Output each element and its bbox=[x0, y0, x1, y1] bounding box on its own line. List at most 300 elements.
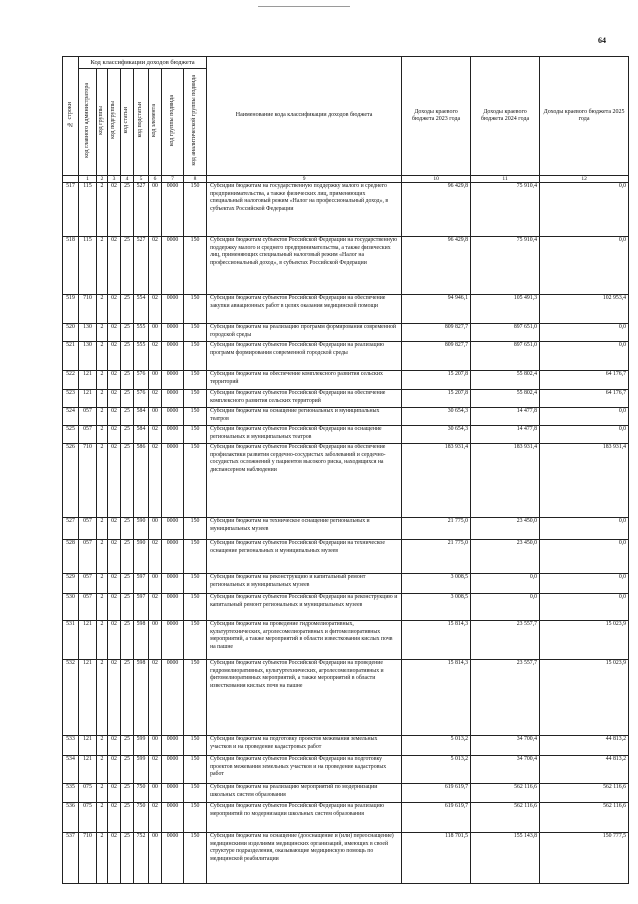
revenue-name: Субсидии бюджетам на оснащение региональных и муниципальных театров bbox=[207, 408, 402, 426]
code-subarticle: 599 bbox=[134, 756, 149, 784]
revenue-2023: 96 429,8 bbox=[402, 183, 471, 237]
code-subgroup: 02 bbox=[108, 784, 121, 803]
code-admin: 121 bbox=[79, 660, 97, 736]
code-subgroup: 02 bbox=[108, 574, 121, 594]
code-subgroup: 02 bbox=[108, 736, 121, 756]
column-number: 2 bbox=[97, 176, 108, 183]
code-group: 2 bbox=[97, 756, 108, 784]
code-subtype-group: 0000 bbox=[162, 444, 184, 518]
code-subarticle: 599 bbox=[134, 736, 149, 756]
code-subtype-group: 0000 bbox=[162, 660, 184, 736]
revenue-2023: 30 654,3 bbox=[402, 426, 471, 444]
revenue-2025: 44 813,2 bbox=[540, 736, 629, 756]
code-article: 25 bbox=[121, 621, 134, 660]
revenue-name: Субсидии бюджетам субъектов Российской Федерации на реализацию программ формирования современной городской среды bbox=[207, 342, 402, 371]
revenue-2023: 30 654,3 bbox=[402, 408, 471, 426]
page-number: 64 bbox=[598, 36, 606, 45]
code-subarticle: 527 bbox=[134, 183, 149, 237]
scan-artifact-line bbox=[258, 6, 350, 7]
code-admin: 057 bbox=[79, 594, 97, 621]
code-subtype-group: 0000 bbox=[162, 183, 184, 237]
code-subarticle: 586 bbox=[134, 444, 149, 518]
row-number: 518 bbox=[63, 237, 79, 295]
code-admin: 057 bbox=[79, 518, 97, 540]
code-element: 00 bbox=[149, 183, 162, 237]
code-element: 02 bbox=[149, 594, 162, 621]
revenue-2024: 23 557,7 bbox=[471, 660, 540, 736]
revenue-2024: 0,0 bbox=[471, 574, 540, 594]
code-subtype-group: 0000 bbox=[162, 371, 184, 390]
revenue-2024: 183 931,4 bbox=[471, 444, 540, 518]
revenue-2023: 15 814,3 bbox=[402, 621, 471, 660]
code-group: 2 bbox=[97, 390, 108, 408]
code-article: 25 bbox=[121, 784, 134, 803]
revenue-table bbox=[62, 56, 629, 884]
revenue-2024: 23 450,0 bbox=[471, 540, 540, 574]
row-number: 530 bbox=[63, 594, 79, 621]
code-article: 25 bbox=[121, 444, 134, 518]
code-subarticle: 750 bbox=[134, 784, 149, 803]
revenue-2024: 55 802,4 bbox=[471, 390, 540, 408]
code-group: 2 bbox=[97, 540, 108, 574]
code-analytic-group: 150 bbox=[184, 621, 207, 660]
header-code-subgroup: код подгруппы bbox=[108, 69, 121, 176]
code-group: 2 bbox=[97, 594, 108, 621]
header-row-number: № строки bbox=[63, 57, 79, 176]
code-analytic-group: 150 bbox=[184, 574, 207, 594]
table-body bbox=[63, 183, 629, 884]
revenue-name: Субсидии бюджетам субъектов Российской Федерации на реализацию мероприятий по модернизации школьных систем образования bbox=[207, 803, 402, 833]
table-row bbox=[63, 660, 629, 736]
revenue-name: Субсидии бюджетам на подготовку проектов межевания земельных участков и на проведение кадастровых работ bbox=[207, 736, 402, 756]
revenue-2023: 5 013,2 bbox=[402, 756, 471, 784]
revenue-2025: 0,0 bbox=[540, 426, 629, 444]
code-article: 25 bbox=[121, 342, 134, 371]
table-row bbox=[63, 518, 629, 540]
revenue-2025: 0,0 bbox=[540, 518, 629, 540]
code-admin: 121 bbox=[79, 390, 97, 408]
revenue-2024: 23 557,7 bbox=[471, 621, 540, 660]
code-article: 25 bbox=[121, 371, 134, 390]
revenue-2025: 0,0 bbox=[540, 342, 629, 371]
table-row bbox=[63, 540, 629, 574]
code-group: 2 bbox=[97, 444, 108, 518]
code-group: 2 bbox=[97, 237, 108, 295]
table-row bbox=[63, 803, 629, 833]
code-subarticle: 598 bbox=[134, 621, 149, 660]
code-group: 2 bbox=[97, 408, 108, 426]
column-number: 5 bbox=[134, 176, 149, 183]
revenue-2023: 118 701,5 bbox=[402, 833, 471, 884]
code-element: 00 bbox=[149, 518, 162, 540]
code-analytic-group: 150 bbox=[184, 444, 207, 518]
column-number: 1 bbox=[79, 176, 97, 183]
revenue-name: Субсидии бюджетам субъектов Российской Федерации на подготовку проектов межевания земельных участков и на проведение кадастровых работ bbox=[207, 756, 402, 784]
row-number: 535 bbox=[63, 784, 79, 803]
code-analytic-group: 150 bbox=[184, 390, 207, 408]
revenue-2023: 5 013,2 bbox=[402, 736, 471, 756]
revenue-name: Субсидии бюджетам субъектов Российской Федерации на государственную поддержку малого и среднего предпринимательства, а также физических лиц, применяющих специальный налоговый режим «Налог на профессиональный доход», в субъектах Российской Федерации bbox=[207, 237, 402, 295]
code-subtype-group: 0000 bbox=[162, 756, 184, 784]
code-admin: 121 bbox=[79, 736, 97, 756]
code-subgroup: 02 bbox=[108, 390, 121, 408]
code-group: 2 bbox=[97, 574, 108, 594]
code-analytic-group: 150 bbox=[184, 736, 207, 756]
header-code-admin: код главного администратора bbox=[79, 69, 97, 176]
code-admin: 057 bbox=[79, 574, 97, 594]
revenue-2024: 75 910,4 bbox=[471, 183, 540, 237]
table-row bbox=[63, 594, 629, 621]
code-subgroup: 02 bbox=[108, 444, 121, 518]
code-subgroup: 02 bbox=[108, 518, 121, 540]
code-subtype-group: 0000 bbox=[162, 540, 184, 574]
row-number: 525 bbox=[63, 426, 79, 444]
code-analytic-group: 150 bbox=[184, 237, 207, 295]
code-analytic-group: 150 bbox=[184, 660, 207, 736]
header-code-subtype-group: код группы подвида bbox=[162, 69, 184, 176]
code-subarticle: 527 bbox=[134, 237, 149, 295]
code-article: 25 bbox=[121, 833, 134, 884]
code-subtype-group: 0000 bbox=[162, 574, 184, 594]
revenue-2024: 897 651,0 bbox=[471, 342, 540, 371]
revenue-2023: 809 827,7 bbox=[402, 324, 471, 342]
code-group: 2 bbox=[97, 324, 108, 342]
code-article: 25 bbox=[121, 518, 134, 540]
code-subtype-group: 0000 bbox=[162, 518, 184, 540]
header-code-element: код элемента bbox=[149, 69, 162, 176]
code-element: 00 bbox=[149, 371, 162, 390]
revenue-2023: 15 207,8 bbox=[402, 390, 471, 408]
code-analytic-group: 150 bbox=[184, 784, 207, 803]
revenue-2023: 96 429,8 bbox=[402, 237, 471, 295]
revenue-name: Субсидии бюджетам на реализацию мероприятий по модернизации школьных систем образования bbox=[207, 784, 402, 803]
revenue-2023: 619 619,7 bbox=[402, 803, 471, 833]
code-subarticle: 598 bbox=[134, 660, 149, 736]
code-analytic-group: 150 bbox=[184, 408, 207, 426]
code-element: 02 bbox=[149, 444, 162, 518]
code-element: 00 bbox=[149, 324, 162, 342]
revenue-name: Субсидии бюджетам на техническое оснащение региональных и муниципальных музеев bbox=[207, 518, 402, 540]
code-admin: 057 bbox=[79, 540, 97, 574]
revenue-2025: 0,0 bbox=[540, 237, 629, 295]
code-group: 2 bbox=[97, 784, 108, 803]
code-subarticle: 597 bbox=[134, 574, 149, 594]
code-element: 02 bbox=[149, 660, 162, 736]
revenue-name: Субсидии бюджетам субъектов Российской Федерации на обеспечение профилактики развития сердечно-сосудистых заболеваний и сердечно-сосудистых осложнений у пациентов высокого риска, находящихся на диспансерном наблюдении bbox=[207, 444, 402, 518]
header-revenue-2024: Доходы краевого бюджета 2024 года bbox=[471, 57, 540, 176]
code-admin: 057 bbox=[79, 426, 97, 444]
revenue-name: Субсидии бюджетам на обеспечение комплексного развития сельских территорий bbox=[207, 371, 402, 390]
code-admin: 121 bbox=[79, 756, 97, 784]
code-subgroup: 02 bbox=[108, 408, 121, 426]
code-group: 2 bbox=[97, 342, 108, 371]
code-analytic-group: 150 bbox=[184, 540, 207, 574]
code-group: 2 bbox=[97, 833, 108, 884]
column-number: 11 bbox=[471, 176, 540, 183]
code-admin: 115 bbox=[79, 237, 97, 295]
code-admin: 130 bbox=[79, 324, 97, 342]
header-name: Наименование кода классификации доходов бюджета bbox=[207, 57, 402, 176]
code-analytic-group: 150 bbox=[184, 183, 207, 237]
code-analytic-group: 150 bbox=[184, 594, 207, 621]
code-subarticle: 554 bbox=[134, 295, 149, 324]
revenue-2024: 55 802,4 bbox=[471, 371, 540, 390]
header-code-group: Код классификации доходов бюджета bbox=[79, 57, 207, 69]
revenue-2025: 562 116,6 bbox=[540, 803, 629, 833]
code-subtype-group: 0000 bbox=[162, 833, 184, 884]
code-subtype-group: 0000 bbox=[162, 736, 184, 756]
code-element: 02 bbox=[149, 426, 162, 444]
revenue-2023: 3 008,5 bbox=[402, 574, 471, 594]
code-subtype-group: 0000 bbox=[162, 342, 184, 371]
code-element: 00 bbox=[149, 833, 162, 884]
table-row bbox=[63, 342, 629, 371]
row-number: 517 bbox=[63, 183, 79, 237]
revenue-2025: 0,0 bbox=[540, 594, 629, 621]
column-number: 3 bbox=[108, 176, 121, 183]
code-subgroup: 02 bbox=[108, 426, 121, 444]
revenue-name: Субсидии бюджетам субъектов Российской Федерации на обеспечение комплексного развития сельских территорий bbox=[207, 390, 402, 408]
revenue-name: Субсидии бюджетам на государственную поддержку малого и среднего предпринимательства, а также физических лиц, применяющих специальный налоговый режим «Налог на профессиональный доход», в субъектах Российской Федерации bbox=[207, 183, 402, 237]
revenue-2023: 21 775,0 bbox=[402, 540, 471, 574]
revenue-2023: 15 207,8 bbox=[402, 371, 471, 390]
code-subtype-group: 0000 bbox=[162, 784, 184, 803]
column-number: 6 bbox=[149, 176, 162, 183]
revenue-2024: 75 910,4 bbox=[471, 237, 540, 295]
code-subarticle: 555 bbox=[134, 342, 149, 371]
row-number: 532 bbox=[63, 660, 79, 736]
code-admin: 130 bbox=[79, 342, 97, 371]
code-subgroup: 02 bbox=[108, 295, 121, 324]
code-group: 2 bbox=[97, 736, 108, 756]
code-element: 02 bbox=[149, 295, 162, 324]
revenue-2024: 34 700,4 bbox=[471, 756, 540, 784]
table-row bbox=[63, 390, 629, 408]
table-row bbox=[63, 784, 629, 803]
code-article: 25 bbox=[121, 540, 134, 574]
code-group: 2 bbox=[97, 183, 108, 237]
header-code-group-col: код группы bbox=[97, 69, 108, 176]
code-subgroup: 02 bbox=[108, 803, 121, 833]
row-number: 537 bbox=[63, 833, 79, 884]
table-row bbox=[63, 183, 629, 237]
row-number: 533 bbox=[63, 736, 79, 756]
row-number: 531 bbox=[63, 621, 79, 660]
code-group: 2 bbox=[97, 426, 108, 444]
table-row bbox=[63, 756, 629, 784]
code-subtype-group: 0000 bbox=[162, 803, 184, 833]
code-article: 25 bbox=[121, 183, 134, 237]
revenue-2025: 64 176,7 bbox=[540, 390, 629, 408]
code-article: 25 bbox=[121, 574, 134, 594]
code-subgroup: 02 bbox=[108, 660, 121, 736]
revenue-name: Субсидии бюджетам субъектов Российской Федерации на техническое оснащение региональных и муниципальных музеев bbox=[207, 540, 402, 574]
revenue-2024: 14 477,8 bbox=[471, 426, 540, 444]
revenue-2025: 0,0 bbox=[540, 324, 629, 342]
code-article: 25 bbox=[121, 237, 134, 295]
column-number: 7 bbox=[162, 176, 184, 183]
row-number: 524 bbox=[63, 408, 79, 426]
code-group: 2 bbox=[97, 803, 108, 833]
header-revenue-2023: Доходы краевого бюджета 2023 года bbox=[402, 57, 471, 176]
code-admin: 710 bbox=[79, 295, 97, 324]
code-element: 00 bbox=[149, 574, 162, 594]
code-article: 25 bbox=[121, 660, 134, 736]
code-subgroup: 02 bbox=[108, 183, 121, 237]
code-subarticle: 590 bbox=[134, 518, 149, 540]
revenue-name: Субсидии бюджетам субъектов Российской Федерации на реконструкцию и капитальный ремонт региональных и муниципальных музеев bbox=[207, 594, 402, 621]
code-analytic-group: 150 bbox=[184, 324, 207, 342]
table-row bbox=[63, 371, 629, 390]
revenue-2025: 562 116,6 bbox=[540, 784, 629, 803]
revenue-name: Субсидии бюджетам на реконструкцию и капитальный ремонт региональных и муниципальных музеев bbox=[207, 574, 402, 594]
code-subgroup: 02 bbox=[108, 540, 121, 574]
revenue-2025: 0,0 bbox=[540, 408, 629, 426]
code-subgroup: 02 bbox=[108, 342, 121, 371]
code-element: 00 bbox=[149, 784, 162, 803]
code-subarticle: 597 bbox=[134, 594, 149, 621]
code-article: 25 bbox=[121, 390, 134, 408]
revenue-2024: 34 700,4 bbox=[471, 736, 540, 756]
code-subgroup: 02 bbox=[108, 833, 121, 884]
table-row bbox=[63, 295, 629, 324]
column-number: 4 bbox=[121, 176, 134, 183]
row-number: 521 bbox=[63, 342, 79, 371]
column-number: 10 bbox=[402, 176, 471, 183]
code-subgroup: 02 bbox=[108, 237, 121, 295]
row-number: 529 bbox=[63, 574, 79, 594]
code-analytic-group: 150 bbox=[184, 833, 207, 884]
revenue-2023: 809 827,7 bbox=[402, 342, 471, 371]
revenue-2024: 23 450,0 bbox=[471, 518, 540, 540]
code-analytic-group: 150 bbox=[184, 371, 207, 390]
row-number: 528 bbox=[63, 540, 79, 574]
revenue-name: Субсидии бюджетам на проведение гидромелиоративных, культуртехнических, агролесомелиоративных и фитомелиоративных мероприятий, а также мероприятий в области известкования кислых почв на пашне bbox=[207, 621, 402, 660]
code-group: 2 bbox=[97, 295, 108, 324]
code-subgroup: 02 bbox=[108, 371, 121, 390]
table-row bbox=[63, 237, 629, 295]
table-row bbox=[63, 833, 629, 884]
code-admin: 075 bbox=[79, 784, 97, 803]
code-admin: 075 bbox=[79, 803, 97, 833]
code-element: 02 bbox=[149, 803, 162, 833]
row-number: 520 bbox=[63, 324, 79, 342]
row-number: 523 bbox=[63, 390, 79, 408]
code-subarticle: 584 bbox=[134, 408, 149, 426]
revenue-2025: 0,0 bbox=[540, 183, 629, 237]
table-row bbox=[63, 574, 629, 594]
code-article: 25 bbox=[121, 324, 134, 342]
revenue-2025: 0,0 bbox=[540, 574, 629, 594]
code-subtype-group: 0000 bbox=[162, 237, 184, 295]
code-article: 25 bbox=[121, 756, 134, 784]
code-admin: 710 bbox=[79, 444, 97, 518]
revenue-2025: 44 813,2 bbox=[540, 756, 629, 784]
code-subarticle: 584 bbox=[134, 426, 149, 444]
code-admin: 121 bbox=[79, 621, 97, 660]
code-article: 25 bbox=[121, 736, 134, 756]
header-code-subarticle: код подстатьи bbox=[134, 69, 149, 176]
header-revenue-2025: Доходы краевого бюджета 2025 года bbox=[540, 57, 629, 176]
row-number: 526 bbox=[63, 444, 79, 518]
code-subtype-group: 0000 bbox=[162, 426, 184, 444]
column-number bbox=[63, 176, 79, 183]
table-row bbox=[63, 426, 629, 444]
code-article: 25 bbox=[121, 408, 134, 426]
code-element: 02 bbox=[149, 237, 162, 295]
revenue-2025: 15 023,9 bbox=[540, 660, 629, 736]
revenue-2023: 94 946,1 bbox=[402, 295, 471, 324]
revenue-2024: 155 143,8 bbox=[471, 833, 540, 884]
row-number: 519 bbox=[63, 295, 79, 324]
revenue-name: Субсидии бюджетам на реализацию программ формирования современной городской среды bbox=[207, 324, 402, 342]
revenue-2025: 0,0 bbox=[540, 540, 629, 574]
code-admin: 710 bbox=[79, 833, 97, 884]
code-element: 02 bbox=[149, 540, 162, 574]
revenue-2023: 3 008,5 bbox=[402, 594, 471, 621]
revenue-2025: 150 777,5 bbox=[540, 833, 629, 884]
code-subgroup: 02 bbox=[108, 621, 121, 660]
row-number: 534 bbox=[63, 756, 79, 784]
table-row bbox=[63, 408, 629, 426]
revenue-2025: 102 953,4 bbox=[540, 295, 629, 324]
code-subarticle: 555 bbox=[134, 324, 149, 342]
code-analytic-group: 150 bbox=[184, 426, 207, 444]
code-group: 2 bbox=[97, 660, 108, 736]
code-subarticle: 576 bbox=[134, 371, 149, 390]
code-article: 25 bbox=[121, 594, 134, 621]
code-analytic-group: 150 bbox=[184, 756, 207, 784]
revenue-2023: 21 775,0 bbox=[402, 518, 471, 540]
table-row bbox=[63, 324, 629, 342]
revenue-2023: 183 931,4 bbox=[402, 444, 471, 518]
revenue-2024: 562 116,6 bbox=[471, 803, 540, 833]
row-number: 522 bbox=[63, 371, 79, 390]
code-subtype-group: 0000 bbox=[162, 295, 184, 324]
row-number: 527 bbox=[63, 518, 79, 540]
code-article: 25 bbox=[121, 803, 134, 833]
table-row bbox=[63, 621, 629, 660]
code-element: 02 bbox=[149, 342, 162, 371]
code-subtype-group: 0000 bbox=[162, 621, 184, 660]
revenue-2024: 897 651,0 bbox=[471, 324, 540, 342]
code-article: 25 bbox=[121, 295, 134, 324]
code-analytic-group: 150 bbox=[184, 518, 207, 540]
code-subtype-group: 0000 bbox=[162, 390, 184, 408]
code-subarticle: 590 bbox=[134, 540, 149, 574]
code-element: 00 bbox=[149, 736, 162, 756]
code-subarticle: 576 bbox=[134, 390, 149, 408]
revenue-2025: 15 023,9 bbox=[540, 621, 629, 660]
column-number: 12 bbox=[540, 176, 629, 183]
table-row bbox=[63, 444, 629, 518]
revenue-name: Субсидии бюджетам субъектов Российской Федерации на оснащение региональных и муниципальных театров bbox=[207, 426, 402, 444]
row-number: 536 bbox=[63, 803, 79, 833]
code-subgroup: 02 bbox=[108, 756, 121, 784]
table-row bbox=[63, 736, 629, 756]
code-analytic-group: 150 bbox=[184, 803, 207, 833]
code-subarticle: 752 bbox=[134, 833, 149, 884]
revenue-2025: 183 931,4 bbox=[540, 444, 629, 518]
code-element: 00 bbox=[149, 621, 162, 660]
code-subgroup: 02 bbox=[108, 594, 121, 621]
code-subgroup: 02 bbox=[108, 324, 121, 342]
column-number-row bbox=[63, 176, 629, 183]
code-element: 02 bbox=[149, 756, 162, 784]
revenue-2024: 0,0 bbox=[471, 594, 540, 621]
revenue-2023: 15 814,3 bbox=[402, 660, 471, 736]
revenue-2023: 619 619,7 bbox=[402, 784, 471, 803]
